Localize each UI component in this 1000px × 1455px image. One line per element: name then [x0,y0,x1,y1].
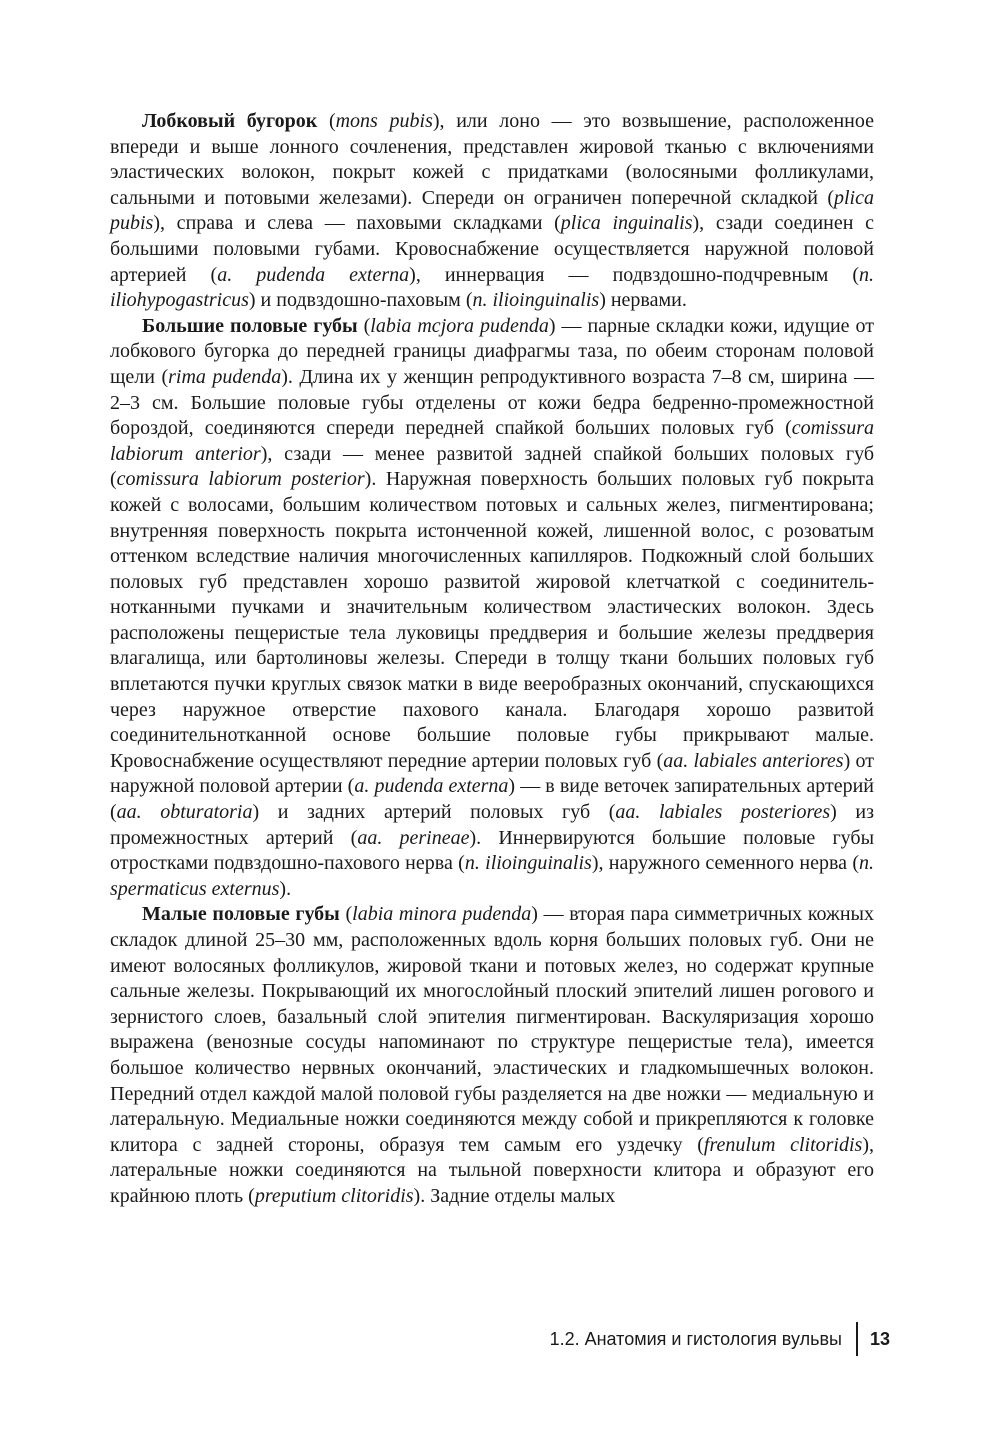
latin-term: plica inguinalis [560,212,693,235]
paragraph-mons-pubis [110,109,874,314]
latin-term: n. spermaticus externus [110,852,874,900]
text-run: ) и подвздошно-паховым ( [248,289,473,312]
text-run: ) — в виде веточек запирательных артерий ( [110,775,874,824]
latin-term: n. ilioinguinalis [464,852,592,875]
text-run: ). Задние отделы малых [413,1184,616,1207]
latin-term: labia mcjora pudenda [370,314,549,337]
latin-term: preputium clitoridis [254,1184,414,1207]
term-heading: Лобковый бугорок [142,110,318,132]
text-run: ). Наружная поверхность больших половых губ покрыта кожей с волосами, большим количеством потовых и сальных желез, пигментирована; внутренняя поверхность покрыта истонченной кожей, лишенной волос, с розоватым оттенком вследствие наличия многочисленных капилляров. Подкожный слой больших половых губ представлен хорошо развитой жировой клетчаткой с соединительнотканными пучками и значительным количеством эластических волокон. Здесь расположены пещеристые тела луковицы преддверия и большие железы преддверия влагалища, или бартолиновы железы. Спереди в толщу ткани больших половых губ вплетаются пучки круглых связок матки в виде вееробразных окончаний, спускающихся через наружное отверстие пахового канала. Благодаря хорошо развитой соединительнотканной основе большие половые губы прикрывают малые. Кровоснабжение осуществляют передние артерии половых губ ( [110,468,875,772]
latin-term: a. pudenda externa [217,263,410,286]
text-run: ) — парные складки кожи, идущие от лобкового бугорка до передней границы диафрагмы таза, по обеим сторонам половой щели ( [110,314,874,388]
text-run: ), латеральные ножки соединяются на тыльной поверхности клитора и образуют его крайнюю плоть ( [110,1133,874,1207]
latin-term: aa. perineae [357,826,470,849]
text-run: ), наружного семенного нерва ( [591,852,859,875]
running-header-section-title: 1.2. Анатомия и гистология вульвы [549,1328,842,1349]
text-run: ). Иннервируются большие половые губы отростками подвздошно-пахового нерва ( [110,826,875,875]
latin-term: a. pudenda externa [354,775,509,798]
text-run: ), или лоно — это возвышение, расположенное впереди и выше лонного сочленения, представлен жировой тканью с включениями эластических волокон, покрыт кожей с придатками (волосяными фолликулами, сальными и потовыми железами). Спереди он ограничен поперечной складкой ( [110,110,874,209]
text-run: ( [317,110,336,132]
latin-term: mons pubis [335,110,433,132]
text-run: ), сзади соединен с большими половыми губами. Кровоснабжение осуществляется наружной половой артерией ( [110,212,874,286]
text-run: ( [339,903,353,926]
term-heading: Малые половые губы [142,903,340,926]
text-run: ) и задних артерий половых губ ( [252,801,616,824]
latin-term: labia minora pudenda [352,903,532,926]
text-run: ) из промежностных артерий ( [110,801,874,849]
latin-term: frenulum clitoridis [703,1133,863,1156]
text-run: ) от наружной половой артерии ( [110,749,874,798]
latin-term: rima pudenda [168,365,282,388]
paragraph-labia-majora [110,314,874,903]
latin-term: n. iliohypogastricus [110,263,874,312]
latin-term: aa. labiales anteriores [663,749,844,772]
term-heading: Большие половые губы [142,314,358,337]
text-run: ), сзади — менее развитой задней спайкой больших половых губ ( [110,442,874,491]
text-run: ). [279,877,292,900]
page-body [110,109,874,1210]
latin-term: plica pubis [110,186,874,235]
text-run: ), иннервация — подвздошно-подчревным ( [409,263,859,286]
text-run: ( [357,314,371,337]
latin-term: n. ilioinguinalis [472,289,600,312]
page-footer [550,1322,890,1356]
text-run: ) — вторая пара симметричных кожных складок длиной 25–30 мм, расположенных вдоль корня больших половых губ. Они не имеют волосяных фолликулов, жировой ткани и потовых желез, но содержат крупные сальные железы. Покрывающий их многослойный плоский эпителий лишен рогового и зернистого слоев, базальный слой эпителия пигментирован. Васкуляризация хорошо выражена (венозные сосуды напоминают по структуре пещеристые тела), имеется большое количество нервных окончаний, эластических и гладкомышечных волокон. Передний отдел каждой малой половой губы разделяется на две ножки — медиальную и латеральную. Медиальные ножки соединяются между собой и прикрепляются к головке клитора с задней стороны, образуя тем самым его уздечку ( [110,903,874,1156]
latin-term: comissura labiorum posterior [116,468,365,491]
latin-term: aa. obturatoria [116,801,253,824]
page-number: 13 [869,1328,890,1349]
text-run: ). Длина их у женщин репродуктивного возраста 7–8 см, ширина — 2–3 см. Большие половые губы отделены от кожи бедра бедренно-промежностной бороздой, соединяются спереди передней спайкой больших половых губ ( [110,365,874,440]
latin-term: aa. labiales posteriores [615,801,831,824]
text-run: ) нервами. [599,289,687,312]
text-run: ), справа и слева — паховыми складками ( [153,212,561,235]
latin-term: comissura labiorum anterior [110,417,874,465]
paragraph-labia-minora [110,902,874,1209]
